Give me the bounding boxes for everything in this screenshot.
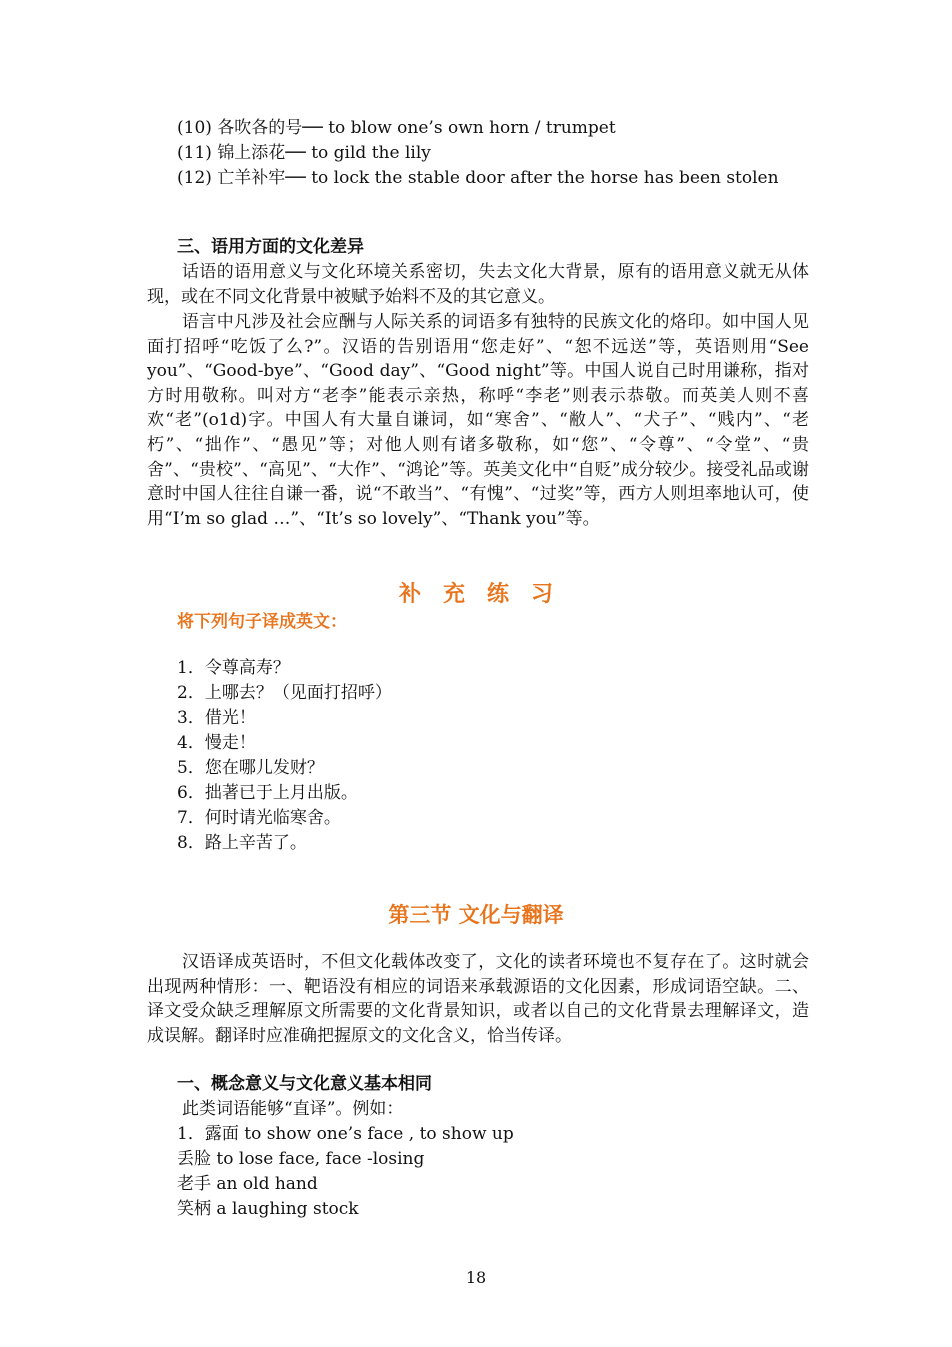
list-item: 2．上哪去？（见面打招呼） xyxy=(177,683,392,703)
list-item: 5．您在哪儿发财？ xyxy=(177,758,324,778)
list-item: 8．路上辛苦了。 xyxy=(177,833,307,853)
paragraph: 话语的语用意义与文化环境关系密切，失去文化大背景，原有的语用意义就无从体现，或在不同文化背景中被赋予始料不及的其它意义。 xyxy=(147,262,809,307)
example-item: 笑柄 a laughing stock xyxy=(177,1199,359,1219)
list-item: 1．令尊高寿？ xyxy=(177,658,290,678)
page-number: 18 xyxy=(465,1268,487,1287)
subsection-intro: 此类词语能够“直译”。例如： xyxy=(182,1099,404,1119)
list-item: 6．拙著已于上月出版。 xyxy=(177,783,358,803)
section-title: 第三节 文化与翻译 xyxy=(388,903,564,927)
example-item: 1．露面 to show one’s face , to show up xyxy=(177,1124,514,1144)
list-item: 4．慢走！ xyxy=(177,733,256,753)
section-heading: 三、语用方面的文化差异 xyxy=(177,237,364,257)
list-item: 7．何时请光临寒舍。 xyxy=(177,808,341,828)
example-item: 丢脸 to lose face, face -losing xyxy=(177,1149,425,1169)
idiom-item: (12) 亡羊补牢── to lock the stable door after the horse has been stolen xyxy=(177,168,779,188)
example-item: 老手 an old hand xyxy=(177,1174,318,1194)
idiom-item: (10) 各吹各的号── to blow one’s own horn / trumpet xyxy=(177,118,616,138)
exercise-instruction: 将下列句子译成英文： xyxy=(177,612,347,632)
paragraph: 语言中凡涉及社会应酬与人际关系的词语多有独特的民族文化的烙印。如中国人见面打招呼“吃饭了么?”。汉语的告别语用“您走好”、“恕不远送”等，英语则用“See you”、“Good-bye”、“Good day”、“Good night”等。中国人说自己时用谦称，指对方时用敬称。叫对方“老李”能表示亲热，称呼“李老”则表示恭敬。而英美人则不喜欢“老”(o1d)字。中国人有大量自谦词，如“寒舍”、“敝人”、“犬子”、“贱内”、“老朽”、“拙作”、“愚见”等；对他人则有诸多敬称，如“您”、“令尊”、“令堂”、“贵舍”、“贵校”、“高见”、“大作”、“鸿论”等。英美文化中“自贬”成分较少。接受礼品或谢意时中国人往往自谦一番，说“不敢当”、“有愧”、“过奖”等，西方人则坦率地认可，使用“I’m so glad …”、“It’s so lovely”、“Thank you”等。 xyxy=(147,312,809,529)
paragraph: 汉语译成英语时，不但文化载体改变了，文化的读者环境也不复存在了。这时就会出现两种情形：一、靶语没有相应的词语来承载源语的文化因素，形成词语空缺。二、译文受众缺乏理解原文所需要的文化背景知识，或者以自己的文化背景去理解译文，造成误解。翻译时应准确把握原文的文化含义，恰当传译。 xyxy=(147,952,809,1046)
subsection-heading: 一、概念意义与文化意义基本相同 xyxy=(177,1074,432,1094)
idiom-item: (11) 锦上添花── to gild the lily xyxy=(177,143,431,163)
list-item: 3．借光！ xyxy=(177,708,256,728)
exercise-title: 补 充 练 习 xyxy=(398,582,553,607)
